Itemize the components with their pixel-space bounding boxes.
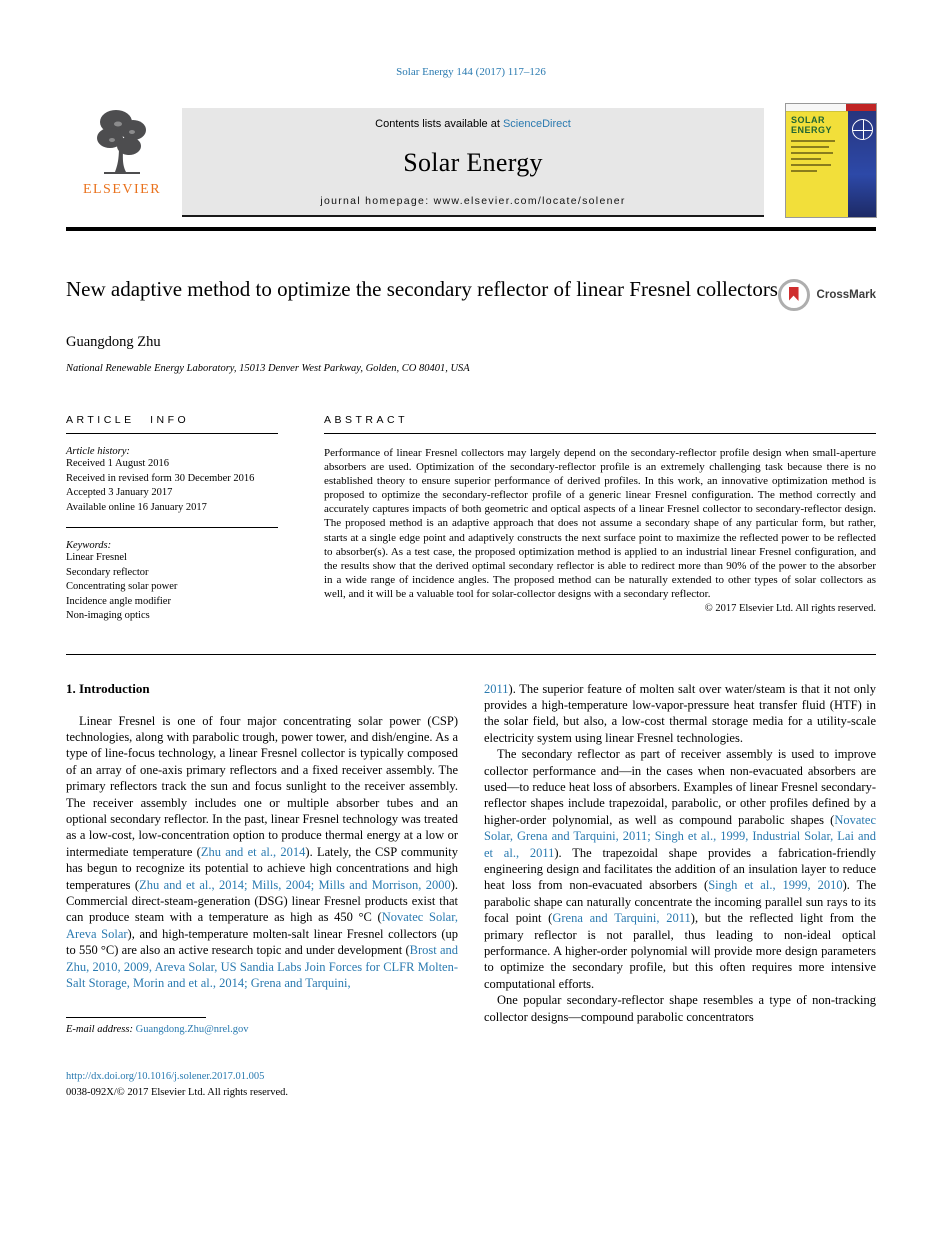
- contents-line: [182, 108, 764, 130]
- email-label: E-mail address:: [66, 1024, 133, 1036]
- journal-title: Solar Energy: [403, 147, 543, 177]
- crossmark-icon: [778, 279, 810, 311]
- issn-rights-line: 0038-092X/© 2017 Elsevier Ltd. All rights reserved.: [66, 1087, 289, 1099]
- text-span: One popular secondary-reflector shape resembles a type of non-tracking collector designs—compound parabolic concentrators: [484, 993, 876, 1024]
- abstract-copyright: © 2017 Elsevier Ltd. All rights reserved.: [704, 603, 876, 615]
- journal-banner: [182, 108, 764, 217]
- title-block: [66, 275, 876, 304]
- elsevier-logo[interactable]: [66, 104, 178, 217]
- keywords-rule: [66, 527, 278, 528]
- footnote-rule: [66, 1017, 206, 1018]
- keyword-item: Secondary reflector: [66, 566, 149, 578]
- paragraph: [66, 713, 458, 992]
- author-name: Guangdong Zhu: [66, 334, 161, 350]
- body-right-column: [484, 681, 876, 1036]
- text-span: ). The parabolic shape can naturally concentrate the incoming parallel sun rays to its focal point (: [484, 878, 877, 926]
- article-info-rule: [66, 433, 278, 434]
- citation-link[interactable]: Zhu and et al., 2014; Mills, 2004; Mills and Morrison, 2000: [139, 877, 451, 892]
- paragraph: [484, 681, 876, 747]
- history-item: Received in revised form 30 December 2016: [66, 472, 255, 484]
- citation-link[interactable]: 2011: [484, 681, 509, 696]
- article-info-column: [66, 414, 278, 624]
- globe-icon: [852, 119, 873, 140]
- citation-link[interactable]: Brost and Zhu, 2010, 2009, Areva Solar, US Sandia Labs Join Forces for CLFR Molten-Salt Storage, Morin and et al., 2014; Grena and Tarquini,: [66, 943, 458, 990]
- keyword-item: Non-imaging optics: [66, 610, 150, 621]
- info-abstract-section: [66, 414, 876, 624]
- cover-title-line1: SOLAR: [791, 115, 825, 125]
- journal-homepage-link[interactable]: journal homepage: www.elsevier.com/locate/solener: [320, 195, 626, 207]
- header-rule: [66, 227, 876, 231]
- article-title: New adaptive method to optimize the secondary reflector of linear Fresnel collectors: [66, 277, 778, 301]
- elsevier-tree-icon: [88, 106, 156, 180]
- abstract-rule: [324, 433, 876, 434]
- citation-link[interactable]: Singh et al., 1999, 2010: [708, 878, 843, 893]
- cover-text-lines: [791, 140, 839, 176]
- text-span: ), but the reflected light from the primary reflector is not parallel, thus leading to non-ideal optical performance. A higher-order polynomial will provide more design parameters to optimize the secondary profile, but this often requires more intensive computational efforts.: [484, 911, 876, 991]
- email-line: [66, 1024, 458, 1035]
- cover-red-accent: [846, 104, 876, 111]
- paragraph: [484, 992, 876, 1025]
- history-item: Accepted 3 January 2017: [66, 487, 173, 498]
- crossmark-label: CrossMark: [816, 289, 876, 301]
- author-affiliation: National Renewable Energy Laboratory, 15013 Denver West Parkway, Golden, CO 80401, USA: [66, 363, 470, 374]
- contents-prefix: Contents lists available at: [375, 118, 503, 130]
- citation-link[interactable]: Novatec Solar, Areva Solar: [66, 910, 459, 941]
- abstract-column: [324, 414, 876, 624]
- history-item: Available online 16 January 2017: [66, 501, 207, 513]
- text-span: The secondary reflector as part of receiver assembly is used to improve collector performance and—in the cases when non-evacuated absorbers are used—to reduce heat loss of absorbers. Examples of linear Fresnel secondary-reflector shapes include trapezoidal, parabolic, or other profiles defined by a higher-order polynomial, as well as compound parabolic shapes (: [484, 747, 876, 827]
- text-span: ). The trapezoidal shape provides a fabrication-friendly engineering design and facilitates the addition of an insulation layer to reduce heat loss from non-evacuated absorbers (: [484, 845, 877, 893]
- body-left-column: [66, 681, 458, 1036]
- citation-link[interactable]: Grena and Tarquini, 2011: [552, 911, 691, 926]
- journal-header: [66, 104, 876, 217]
- journal-cover-thumbnail[interactable]: [786, 104, 876, 217]
- abstract-text: Performance of linear Fresnel collectors may largely depend on the secondary-reflector profile design when small-aperture absorbers are used. Optimization of the secondary-reflector profile is an extremely challenging task because there is no established theory to ensure superior performance of derived profiles. In this work, an innovative optimization method is proposed to optimize the secondary-reflector profile of a generic linear Fresnel configuration. The method correctly and accurately captures impacts of both geometric and optical aspects of a linear Fresnel collector to secondary-reflector design. The proposed method is an adaptive approach that does not assume a secondary shape of any particular form, but rather, starts at a single edge point and adaptively constructs the next surface point to maximize the reflected power to be reflected to absorber(s). As a test case, the proposed optimization method is applied to an industrial linear Fresnel configuration, and the results show that the derived optimal secondary reflector is able to redirect more than 90% of the power to the absorber in a wide range of incidence angles. The proposed method can be naturally extended to other types of solar collectors as well, and it will be a valuable tool for solar-collector designs with a secondary reflector.: [324, 447, 876, 600]
- section-divider-rule: [66, 654, 876, 655]
- cover-title-line2: ENERGY: [791, 125, 833, 135]
- citation-link[interactable]: Novatec Solar, Grena and Tarquini, 2011; Singh et al., 1999, Industrial Solar, Lai and et al., 2011: [484, 812, 876, 860]
- journal-page: [66, 0, 876, 1138]
- text-span: ). Commercial direct-steam-generation (DSG) linear Fresnel products exist that can produce steam with a temperature as high as 450 °C (: [66, 877, 458, 925]
- paragraph: [484, 746, 876, 992]
- article-history-label: Article history:: [66, 446, 130, 457]
- keyword-item: Linear Fresnel: [66, 552, 127, 563]
- text-span: Linear Fresnel is one of four major concentrating solar power (CSP) technologies, along with parabolic trough, power tower, and dish/engine. As a type of line-focus technology, a linear Fresnel collector is typically composed of an array of one-axis primary reflectors and a fixed receiver assembly. The primary reflectors track the sun and focus sunlight to the receiver assembly. The receiver assembly includes one or multiple absorber tubes and an optional secondary reflector. In the past, linear Fresnel technology was treated as a low-cost, low-concentration option to produce thermal energy at a low or intermediate temperature (: [66, 713, 458, 859]
- text-span: ). Lately, the CSP community has begun to recognize its potential to achieve high concentrations and high temperatures (: [66, 844, 458, 892]
- article-info-heading: ARTICLE INFO: [66, 414, 190, 426]
- author-footnote: [66, 1017, 458, 1035]
- page-footer: [66, 1071, 876, 1138]
- cover-blue-strip: [848, 111, 876, 217]
- history-item: Received 1 August 2016: [66, 458, 169, 469]
- keyword-item: Incidence angle modifier: [66, 595, 171, 607]
- doi-link[interactable]: http://dx.doi.org/10.1016/j.solener.2017.01.005: [66, 1071, 265, 1083]
- section-heading-introduction: 1. Introduction: [66, 680, 150, 696]
- crossmark-badge[interactable]: [778, 279, 876, 311]
- sciencedirect-link[interactable]: ScienceDirect: [502, 118, 571, 130]
- email-link[interactable]: Guangdong.Zhu@nrel.gov: [135, 1024, 249, 1036]
- elsevier-wordmark: ELSEVIER: [82, 182, 162, 197]
- journal-citation-link[interactable]: Solar Energy 144 (2017) 117–126: [396, 66, 546, 78]
- keywords-label: Keywords:: [66, 540, 112, 551]
- keyword-item: Concentrating solar power: [66, 581, 178, 592]
- citation-link[interactable]: Zhu and et al., 2014: [200, 844, 306, 859]
- text-span: ), and high-temperature molten-salt linear Fresnel collectors (up to 550 °C) are also an active research topic and under development (: [66, 926, 459, 958]
- cover-title: [791, 115, 832, 135]
- article-body: [66, 681, 876, 1036]
- text-span: ). The superior feature of molten salt over water/steam is that it not only provides a high-temperature low-vapor-pressure heat transfer fluid (HTF) in the solar field, but also, a low-cost thermal storage media for a utility-scale electricity system using linear Fresnel technologies.: [484, 681, 876, 745]
- abstract-heading: ABSTRACT: [324, 414, 409, 426]
